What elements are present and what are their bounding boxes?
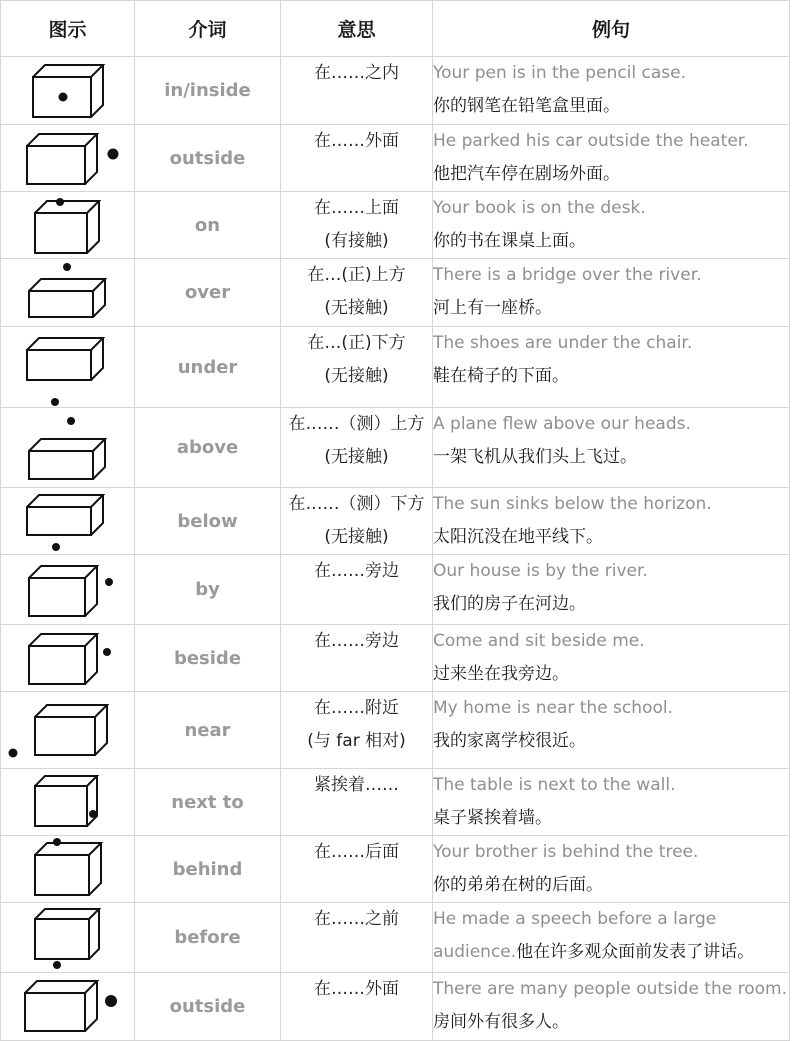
example-english: There is a bridge over the river. — [433, 265, 702, 285]
preposition-word: in/inside — [135, 57, 281, 125]
example-english: Come and sit beside me. — [433, 631, 645, 651]
meaning-text: 在……外面 — [314, 979, 399, 999]
box-dot-outside-icon — [13, 975, 123, 1039]
example-chinese: 一架飞机从我们头上飞过。 — [433, 447, 637, 467]
example-english: The sun sinks below the horizon. — [433, 494, 712, 514]
example-chinese: 房间外有很多人。 — [433, 1012, 569, 1032]
preposition-word: outside — [135, 973, 281, 1041]
table-row — [1, 259, 790, 327]
example-chinese: 河上有一座桥。 — [433, 298, 552, 318]
preposition-word: over — [135, 259, 281, 327]
table-row — [1, 692, 790, 769]
example-english: Your pen is in the pencil case. — [433, 63, 687, 83]
meaning-text: 紧挨着…… — [314, 775, 399, 795]
meaning-text: 在……旁边 — [314, 561, 399, 581]
preposition-word: on — [135, 192, 281, 259]
box-dot-near-icon — [5, 695, 131, 765]
table-row — [1, 408, 790, 488]
example-english: Your book is on the desk. — [433, 198, 646, 218]
box-dot-on-top-icon — [13, 193, 123, 257]
example-chinese: 我的家离学校很近。 — [433, 731, 586, 751]
table-row — [1, 125, 790, 192]
example-chinese: 你的钢笔在铅笔盒里面。 — [433, 96, 620, 116]
example-chinese: 鞋在椅子的下面。 — [433, 366, 569, 386]
box-dot-beside-icon — [13, 626, 123, 690]
preposition-word: above — [135, 408, 281, 488]
example-chinese: 他在许多观众面前发表了讲话。 — [516, 942, 755, 962]
meaning-note: (有接触) — [324, 231, 389, 251]
example-english: My home is near the school. — [433, 698, 673, 718]
meaning-text: 在……之内 — [314, 63, 399, 83]
example-chinese: 你的弟弟在树的后面。 — [433, 875, 603, 895]
table-row — [1, 625, 790, 692]
meaning-text: 在…(正)下方 — [307, 333, 406, 353]
header-meaning: 意思 — [281, 1, 433, 57]
meaning-text: 在…(正)上方 — [307, 265, 406, 285]
meaning-text: 在……（测）下方 — [288, 494, 425, 514]
meaning-text: 在……之前 — [314, 909, 399, 929]
table-row — [1, 836, 790, 903]
table-row — [1, 327, 790, 408]
meaning-note: (与 far 相对) — [307, 731, 406, 751]
box-dot-under-icon — [13, 328, 123, 406]
meaning-text: 在……上面 — [314, 198, 399, 218]
preposition-word: next to — [135, 769, 281, 836]
box-dot-by-icon — [13, 558, 123, 622]
example-chinese: 过来坐在我旁边。 — [433, 664, 569, 684]
box-dot-next-to-icon — [13, 770, 123, 834]
table-row — [1, 973, 790, 1041]
preposition-word: outside — [135, 125, 281, 192]
meaning-text: 在……外面 — [314, 131, 399, 151]
box-dot-behind-icon — [13, 837, 123, 901]
example-english: The shoes are under the chair. — [433, 333, 693, 353]
example-chinese: 太阳沉没在地平线下。 — [433, 527, 603, 547]
example-english: There are many people outside the room. — [433, 979, 787, 999]
header-example: 例句 — [433, 1, 790, 57]
example-english: He parked his car outside the heater. — [433, 131, 749, 151]
meaning-note: (无接触) — [324, 447, 389, 467]
example-english: The table is next to the wall. — [433, 775, 676, 795]
header-diagram: 图示 — [1, 1, 135, 57]
preposition-word: behind — [135, 836, 281, 903]
preposition-word: by — [135, 555, 281, 625]
example-chinese: 你的书在课桌上面。 — [433, 231, 586, 251]
header-preposition: 介词 — [135, 1, 281, 57]
meaning-note: (无接触) — [324, 298, 389, 318]
box-dot-inside-icon — [13, 59, 123, 123]
preposition-word: before — [135, 903, 281, 973]
header-row — [1, 1, 790, 57]
table-row — [1, 488, 790, 555]
table-row — [1, 555, 790, 625]
example-english: A plane flew above our heads. — [433, 414, 691, 434]
example-english: He made a speech before a large audience. — [433, 909, 717, 962]
box-dot-over-icon — [13, 261, 123, 325]
table-row — [1, 903, 790, 973]
box-dot-below-icon — [13, 489, 123, 553]
meaning-text: 在……旁边 — [314, 631, 399, 651]
preposition-word: near — [135, 692, 281, 769]
box-dot-before-icon — [13, 905, 123, 971]
preposition-word: below — [135, 488, 281, 555]
table-row — [1, 57, 790, 125]
box-dot-above-icon — [13, 409, 123, 487]
meaning-text: 在……（测）上方 — [288, 414, 425, 434]
meaning-note: (无接触) — [324, 366, 389, 386]
example-english: Our house is by the river. — [433, 561, 648, 581]
example-chinese: 我们的房子在河边。 — [433, 594, 586, 614]
box-dot-outside-right-icon — [13, 126, 123, 190]
example-english: Your brother is behind the tree. — [433, 842, 699, 862]
table-row — [1, 192, 790, 259]
meaning-text: 在……附近 — [314, 698, 399, 718]
meaning-note: (无接触) — [324, 527, 389, 547]
example-chinese: 他把汽车停在剧场外面。 — [433, 164, 620, 184]
meaning-text: 在……后面 — [314, 842, 399, 862]
example-chinese: 桌子紧挨着墙。 — [433, 808, 552, 828]
table-row — [1, 769, 790, 836]
preposition-word: beside — [135, 625, 281, 692]
preposition-word: under — [135, 327, 281, 408]
